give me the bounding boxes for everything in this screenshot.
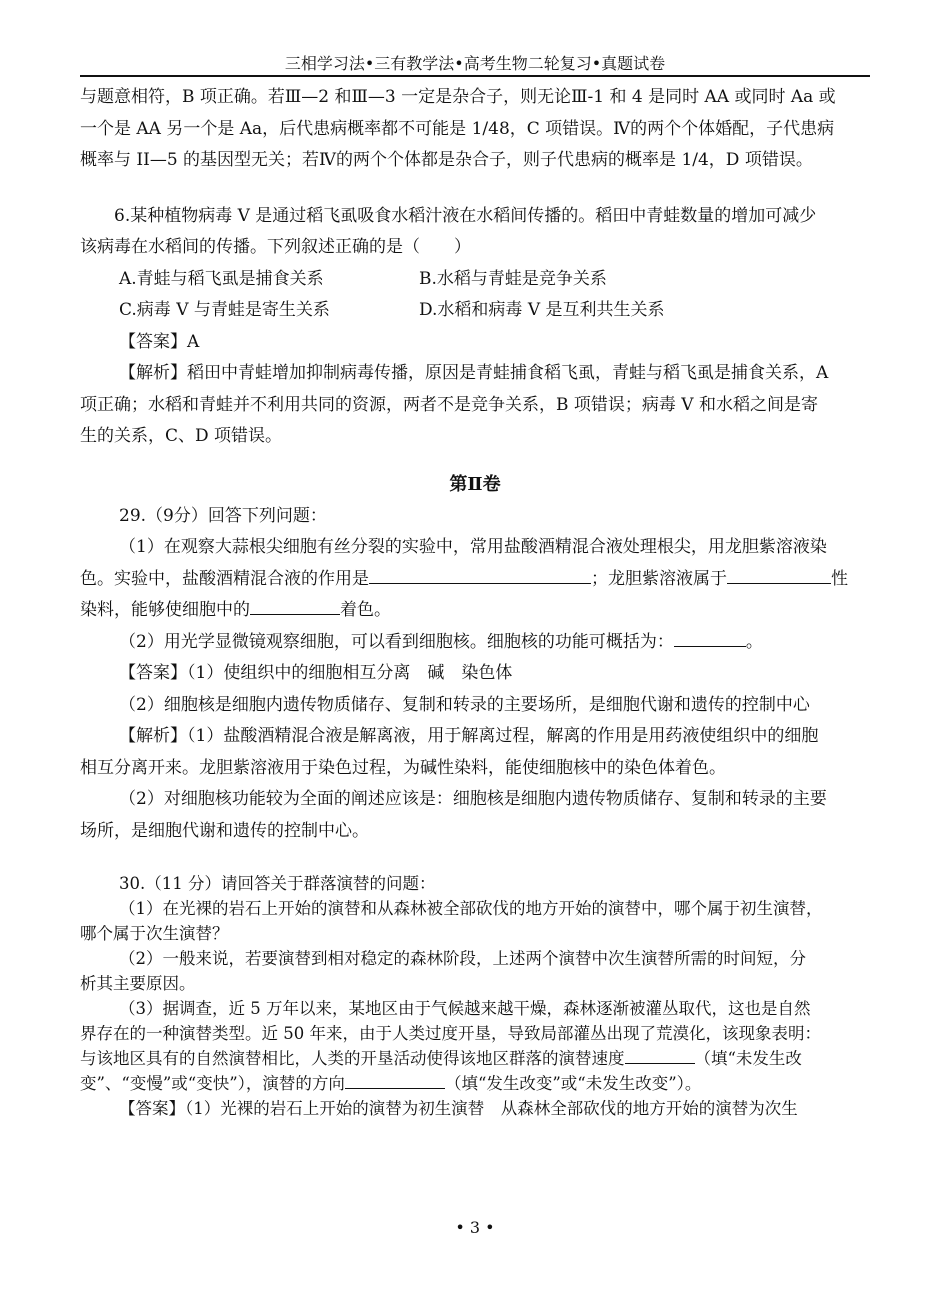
q29-explanation: （2）对细胞核功能较为全面的阐述应该是：细胞核是细胞内遗传物质储存、复制和转录的主要 [119,789,827,809]
q30-part1: （1）在光裸的岩石上开始的演替和从森林被全部砍伐的地方开始的演替中，哪个属于初生演替， [119,899,823,918]
q30-part3: 变”、“变慢”或“变快”），演替的方向 （填“发生改变”或“未发生改变”）。 [80,1074,702,1093]
q30-part3: 界存在的一种演替类型。近 50 年来，由于人类过度开垦，导致局部灌丛出现了荒漠化，该现象表明： [80,1024,821,1043]
q29-part1: （1）在观察大蒜根尖细胞有丝分裂的实验中，常用盐酸酒精混合液处理根尖，用龙胆紫溶液染 [119,537,827,557]
q30-part2: （2）一般来说，若要演替到相对稳定的森林阶段，上述两个演替中次生演替所需的时间短，分 [119,949,806,968]
section-title: 第Ⅱ卷 [449,473,501,495]
page-number: • 3 • [455,1218,495,1237]
intro-line: 与题意相符，B 项正确。若Ⅲ—2 和Ⅲ—3 一定是杂合子，则无论Ⅲ-1 和 4 是同时 AA 或同时 Aa 或 [80,87,836,107]
intro-line: 概率与 II—5 的基因型无关；若Ⅳ的两个个体都是杂合子，则子代患病的概率是 1/4，D 项错误。 [80,150,813,170]
answer-blank [625,1049,695,1064]
q29-part2: （2）用光学显微镜观察细胞，可以看到细胞核。细胞核的功能可概括为： 。 [119,631,763,652]
q30-part3: 与该地区具有的自然演替相比，人类的开垦活动使得该地区群落的演替速度 （填“未发生改 [80,1049,802,1068]
q6-option-b: B.水稻与青蛙是竞争关系 [419,268,607,289]
answer-blank [369,569,591,584]
q6-stem: 6.某种植物病毒 V 是通过稻飞虱吸食水稻汁液在水稻间传播的。稻田中青蛙数量的增加可减少 [114,205,817,226]
answer-blank [674,632,746,647]
q29-part1-line: 染料，能够使细胞中的 着色。 [80,600,391,620]
intro-line: 一个是 AA 另一个是 Aa，后代患病概率都不可能是 1/48，C 项错误。Ⅳ的两个个体婚配，子代患病 [80,118,835,139]
q6-explanation: 生的关系，C、D 项错误。 [80,426,283,446]
q30-part1: 哪个属于次生演替？ [80,924,229,943]
q6-option-a: A.青蛙与稻飞虱是捕食关系 [119,268,324,289]
page-body [80,82,870,1121]
q6-option-c: C.病毒 V 与青蛙是寄生关系 [119,300,330,320]
q29-answer: （2）细胞核是细胞内遗传物质储存、复制和转录的主要场所，是细胞代谢和遗传的控制中心 [119,694,810,715]
q29-part1-line: 色。实验中，盐酸酒精混合液的作用是 ；龙胆紫溶液属于 性 [80,568,848,589]
q29-answer: 【答案】（1）使组织中的细胞相互分离 碱 染色体 [119,663,513,683]
q29-explanation: 相互分离开来。龙胆紫溶液用于染色过程，为碱性染料，能使细胞核中的染色体着色。 [80,757,726,778]
answer-blank [250,600,340,615]
q30-part2: 析其主要原因。 [80,974,196,993]
q29-explanation: 场所，是细胞代谢和遗传的控制中心。 [80,820,369,841]
q6-stem: 该病毒在水稻间的传播。下列叙述正确的是（ ） [80,237,471,257]
q30-part3: （3）据调查，近 5 万年以来，某地区由于气候越来越干燥，森林逐渐被灌丛取代，这也是自然 [119,999,811,1018]
running-header: 三相学习法•三有教学法•高考生物二轮复习•真题试卷 [284,54,666,73]
q29-stem: 29.（9分）回答下列问题： [119,505,327,526]
q6-option-d: D.水稻和病毒 V 是互利共生关系 [419,300,665,320]
q6-options-row [80,264,870,296]
q6-answer: 【答案】A [119,331,200,352]
q6-options-row [80,295,870,327]
q30-answer: 【答案】（1）光裸的岩石上开始的演替为初生演替 从森林全部砍伐的地方开始的演替为次生 [119,1099,798,1118]
answer-blank [345,1074,445,1089]
header-rule [80,75,870,77]
q30-stem: 30.（11 分）请回答关于群落演替的问题： [119,874,436,893]
q6-explanation: 【解析】稻田中青蛙增加抑制病毒传播，原因是青蛙捕食稻飞虱，青蛙与稻飞虱是捕食关系，A [119,363,829,383]
q29-explanation: 【解析】（1）盐酸酒精混合液是解离液，用于解离过程，解离的作用是用药液使组织中的细胞 [119,726,819,746]
q6-explanation: 项正确；水稻和青蛙并不利用共同的资源，两者不是竞争关系，B 项错误；病毒 V 和水稻之间是寄 [80,394,818,415]
answer-blank [727,569,831,584]
